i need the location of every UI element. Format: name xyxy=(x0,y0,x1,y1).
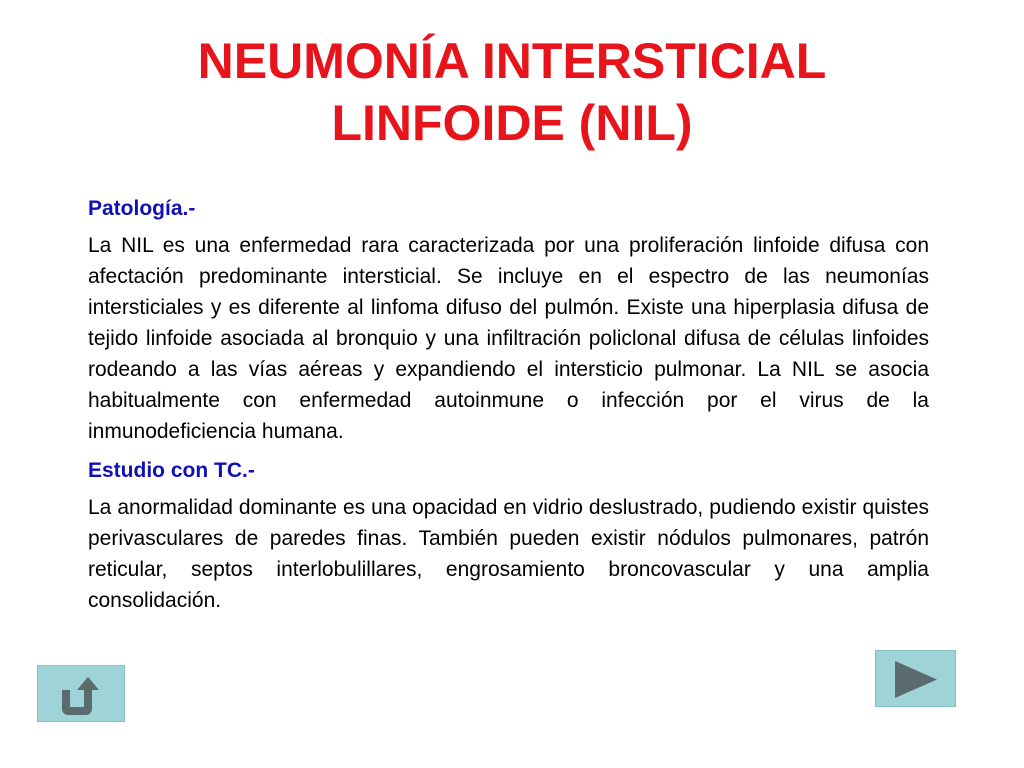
slide-title-line2: LINFOIDE (NIL) xyxy=(331,95,693,151)
section-text-pathology: La NIL es una enfermedad rara caracterizada por una proliferación linfoide difusa con afectación predominante intersticial. Se incluye en el espectro de las neumonías intersticiales y es diferente al linfoma difuso del pulmón. Existe una hiperplasia difusa de tejido linfoide asociada al bronquio y una infiltración policlonal difusa de células linfoides rodeando a las vías aéreas y expandiendo el intersticio pulmonar. La NIL se asocia habitualmente con enfermedad autoinmune o infección por el virus de la inmunodeficiencia humana. xyxy=(88,234,929,443)
play-triangle-icon xyxy=(876,651,957,708)
slide-content xyxy=(88,193,929,616)
section-text-ct-study: La anormalidad dominante es una opacidad en vidrio deslustrado, pudiendo existir quistes perivasculares de paredes finas. También pueden existir nódulos pulmonares, patrón reticular, septos interlobulillares, engrosamiento broncovascular y una amplia consolidación. xyxy=(88,496,929,612)
slide-title xyxy=(0,30,1024,154)
section-heading-ct-study: Estudio con TC.- xyxy=(88,459,255,482)
back-button[interactable] xyxy=(37,665,125,722)
next-button[interactable] xyxy=(875,650,956,707)
u-turn-return-icon xyxy=(38,666,126,723)
slide-title-line1: NEUMONÍA INTERSTICIAL xyxy=(197,33,827,89)
section-heading-pathology: Patología.- xyxy=(88,197,196,220)
